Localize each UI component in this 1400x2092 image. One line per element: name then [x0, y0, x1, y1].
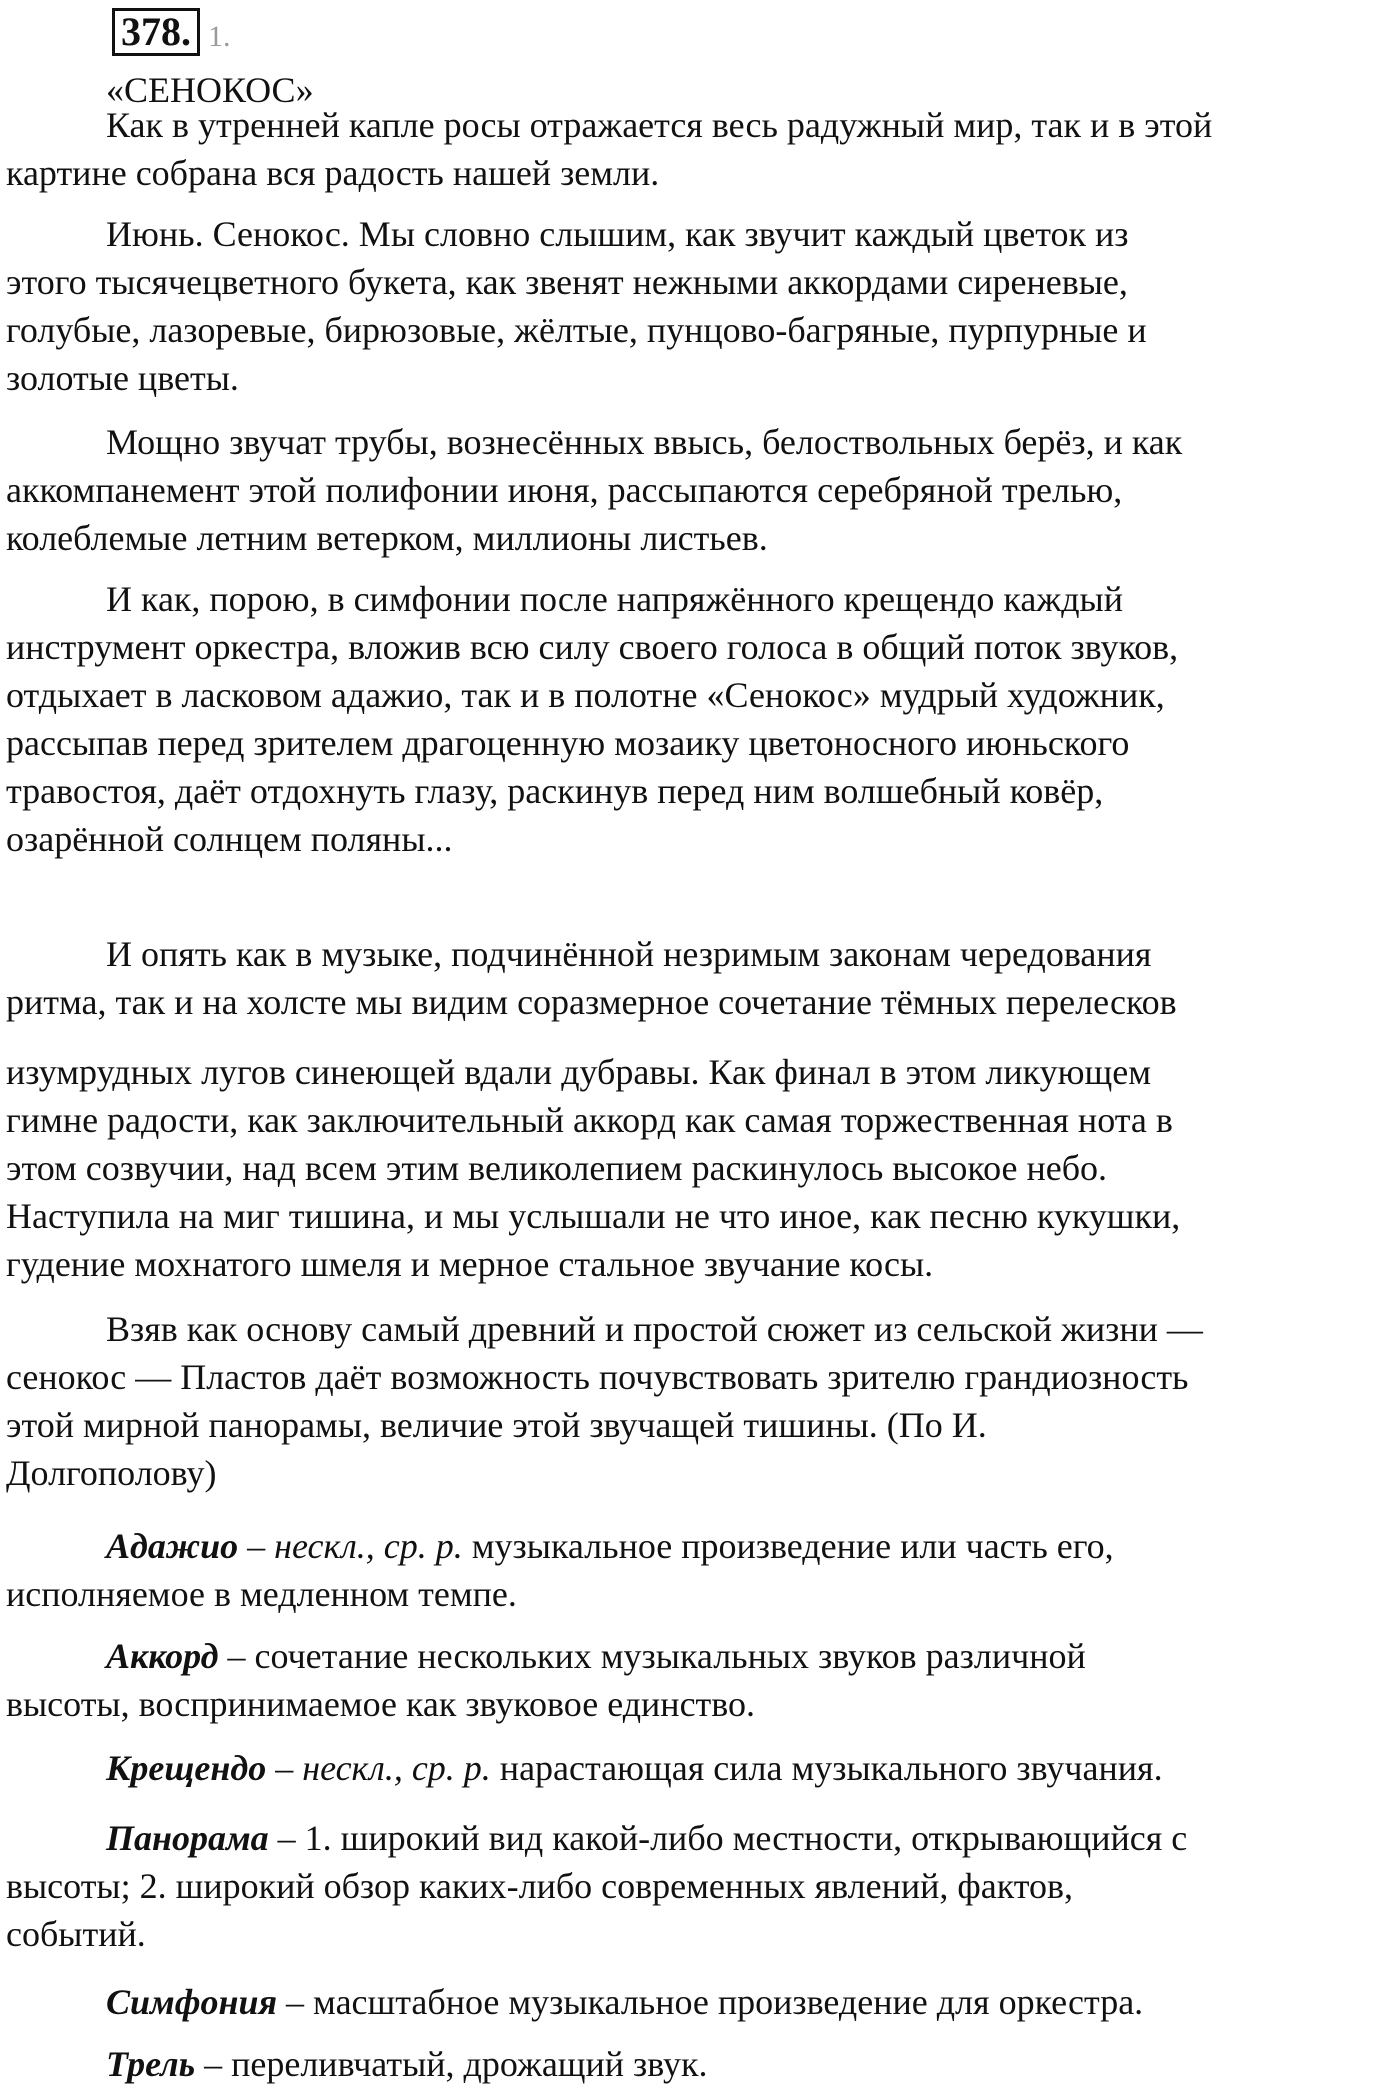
glossary-dash: – [195, 2044, 232, 2084]
text-line: этой мирной панорамы, величие этой звучащей тишины. (По И. [6, 1405, 987, 1445]
text-line: ритма, так и на холсте мы видим соразмерное сочетание тёмных перелесков [6, 982, 1177, 1022]
glossary-definition: событий. [6, 1914, 146, 1954]
glossary-entry [6, 1814, 1396, 1958]
paragraph [6, 1048, 1396, 1288]
text-line: И как, порою, в симфонии после напряжённого крещендо каждый [106, 579, 1123, 619]
glossary-term: Симфония [106, 1982, 278, 2022]
glossary-definition: высоты, воспринимаемое как звуковое единство. [6, 1684, 756, 1724]
glossary-term: Адажио [106, 1526, 239, 1566]
text-line: Долгополову) [6, 1453, 217, 1493]
paragraph [6, 1305, 1396, 1497]
paragraph [6, 930, 1396, 1026]
text-line: картине собрана вся радость нашей земли. [6, 153, 660, 193]
text-line: сенокос — Пластов даёт возможность почувствовать зрителю грандиозность [6, 1357, 1189, 1397]
text-line: этого тысячецветного букета, как звенят нежными аккордами сиреневые, [6, 262, 1128, 302]
glossary-entry [6, 2040, 1396, 2088]
glossary-term: Крещендо [106, 1748, 267, 1788]
text-line: золотые цветы. [6, 358, 239, 398]
text-line: колеблемые летним ветерком, миллионы листьев. [6, 518, 768, 558]
exercise-header [112, 8, 231, 56]
text-line: Мощно звучат трубы, вознесённых ввысь, белоствольных берёз, и как [106, 422, 1183, 462]
glossary-term: Трель [106, 2044, 196, 2084]
paragraph [6, 575, 1396, 863]
glossary-definition: исполняемое в медленном темпе. [6, 1574, 517, 1614]
text-line: этом созвучии, над всем этим великолепием раскинулось высокое небо. [6, 1148, 1108, 1188]
text-line: гудение мохнатого шмеля и мерное стальное звучание косы. [6, 1244, 934, 1284]
glossary-grammar: нескл., ср. р. [274, 1526, 463, 1566]
glossary-dash: – [266, 1748, 303, 1788]
paragraph [6, 101, 1396, 197]
text-line: инструмент оркестра, вложив всю силу своего голоса в общий поток звуков, [6, 627, 1179, 667]
text-title: «СЕНОКОС» [106, 70, 314, 110]
glossary-dash: – [268, 1818, 305, 1858]
glossary-definition: музыкальное произведение или часть его, [462, 1526, 1114, 1566]
text-line: аккомпанемент этой полифонии июня, рассыпаются серебряной трелью, [6, 470, 1123, 510]
text-line: травостоя, даёт отдохнуть глазу, раскинув перед ним волшебный ковёр, [6, 771, 1104, 811]
exercise-number: 378. [112, 8, 200, 56]
text-line: И опять как в музыке, подчинённой незримым законам чередования [106, 934, 1152, 974]
text-line: озарённой солнцем поляны... [6, 819, 453, 859]
glossary-definition: сочетание нескольких музыкальных звуков различной [254, 1636, 1086, 1676]
glossary-dash: – [277, 1982, 314, 2022]
text-line: отдыхает в ласковом адажио, так и в полотне «Сенокос» мудрый художник, [6, 675, 1165, 715]
glossary-entry [6, 1744, 1396, 1792]
text-line: Июнь. Сенокос. Мы словно слышим, как звучит каждый цветок из [106, 214, 1129, 254]
glossary-definition: высоты; 2. широкий обзор каких-либо современных явлений, фактов, [6, 1866, 1073, 1906]
glossary-dash: – [238, 1526, 275, 1566]
glossary-term: Панорама [106, 1818, 269, 1858]
glossary-definition: 1. широкий вид какой-либо местности, открывающийся с [304, 1818, 1188, 1858]
glossary-grammar: нескл., ср. р. [302, 1748, 491, 1788]
glossary-definition: переливчатый, дрожащий звук. [231, 2044, 708, 2084]
text-line: Наступила на миг тишина, и мы услышали не что иное, как песню кукушки, [6, 1196, 1181, 1236]
text-line: гимне радости, как заключительный аккорд как самая торжественная нота в [6, 1100, 1173, 1140]
glossary-definition: масштабное музыкальное произведение для оркестра. [313, 1982, 1144, 2022]
text-line: рассыпав перед зрителем драгоценную мозаику цветоносного июньского [6, 723, 1130, 763]
text-line: изумрудных лугов синеющей вдали дубравы. Как финал в этом ликующем [6, 1052, 1152, 1092]
glossary-entry [6, 1632, 1396, 1728]
exercise-subtask: 1. [208, 20, 231, 53]
glossary-definition: нарастающая сила музыкального звучания. [490, 1748, 1163, 1788]
glossary-entry [6, 1978, 1396, 2026]
glossary-dash: – [218, 1636, 255, 1676]
paragraph [6, 210, 1396, 402]
text-line: голубые, лазоревые, бирюзовые, жёлтые, пунцово-багряные, пурпурные и [6, 310, 1147, 350]
text-line: Как в утренней капле росы отражается весь радужный мир, так и в этой [106, 105, 1213, 145]
paragraph [6, 418, 1396, 562]
glossary-term: Аккорд [106, 1636, 219, 1676]
text-line: Взяв как основу самый древний и простой сюжет из сельской жизни — [106, 1309, 1203, 1349]
glossary-entry [6, 1522, 1396, 1618]
